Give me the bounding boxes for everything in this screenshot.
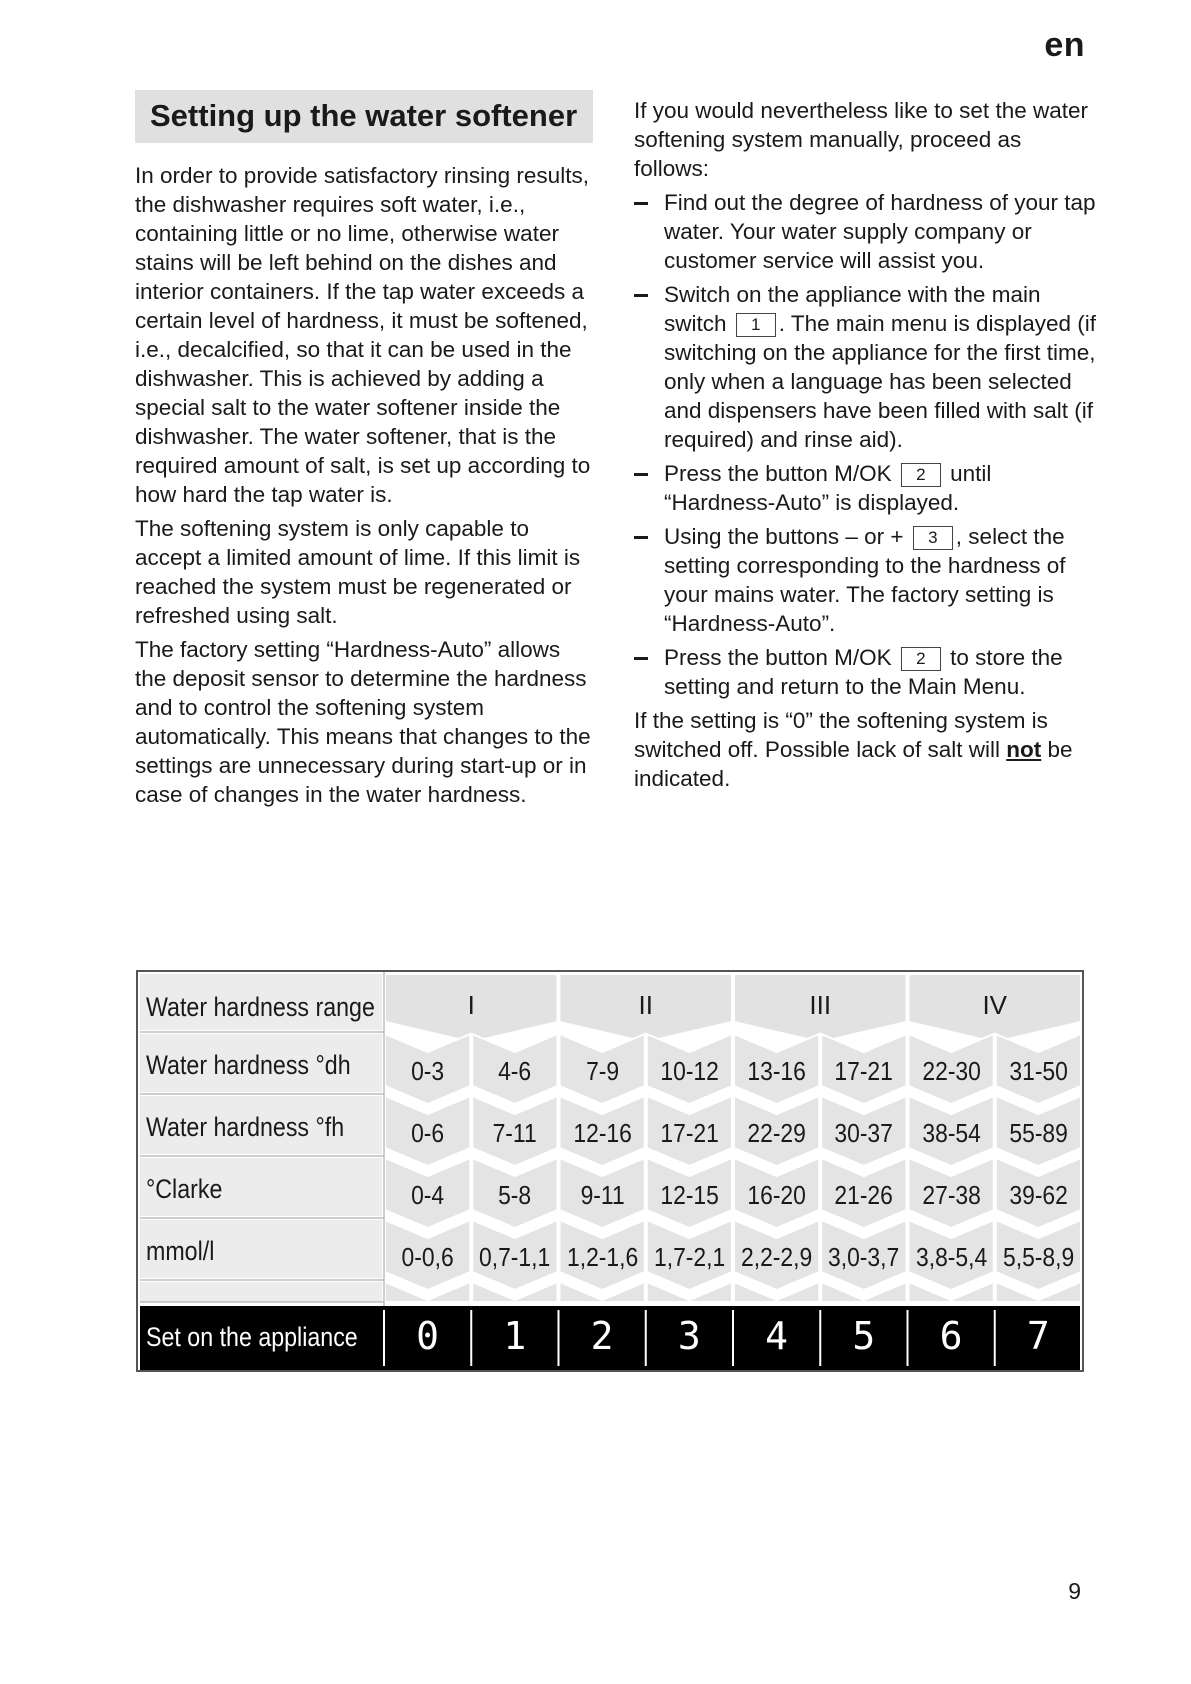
setup-steps [634,188,1096,701]
cell-clarke: 16-20 [747,1180,806,1210]
step-5 [634,643,1096,701]
softening-capacity-paragraph: The softening system is only capable to accept a limited amount of lime. If this limit is reached the system must be regenerated or refreshed using salt. [135,516,581,628]
setting-value: 1 [503,1314,527,1358]
cell-dh: 31-50 [1009,1056,1068,1086]
setting-value: 0 [416,1314,440,1358]
language-code: en [1044,26,1085,64]
group-label: III [809,990,832,1020]
setting-value: 2 [590,1314,614,1358]
cell-clarke: 21-26 [834,1180,894,1210]
group-label: IV [982,990,1008,1020]
row-label-mmol: mmol/l [146,1236,215,1266]
row-label-fh: Water hardness °fh [146,1112,345,1142]
cell-dh: 17-21 [834,1056,894,1086]
step-4-text-b: , select the setting corresponding to the hardness of your mains water. The factory setting is “Hardness-Auto”. [664,524,1066,636]
note-text-a: If the setting is “0” the softening system is switched off. Possible lack of salt will [634,708,1048,762]
step-3 [634,459,1096,517]
factory-setting-paragraph: The factory setting “Hardness-Auto” allows the deposit sensor to determine the hardness and to control the softening system automatically. This means that changes to the settings are unnecessary during start-up or in case of changes in the water hardness. [135,637,591,807]
intro-paragraph: In order to provide satisfactory rinsing results, the dishwasher requires soft water, i.e., containing little or no lime, otherwise water stains will be left behind on the dishes and interior containers. If the tap water exceeds a certain level of hardness, it must be softened, i.e., decalcified, so that it can be used in the dishwasher. This is achieved by adding a special salt to the water softener inside the dishwasher. The water softener, that is the required amount of salt, is set up according to how hard the tap water is. [135,163,591,507]
note-text-b: be indicated. [634,737,1073,791]
cell-mmol: 3,0-3,7 [828,1242,900,1272]
cell-dh: 10-12 [660,1056,719,1086]
cell-mmol: 0,7-1,1 [479,1242,551,1272]
cell-dh: 0-3 [411,1056,445,1086]
dash-bullet [634,657,648,660]
setting-value: 5 [852,1314,876,1358]
dash-bullet [634,536,648,539]
step-3-text-a: Press the button M/OK [664,461,892,486]
water-hardness-table [136,970,1084,1372]
cell-clarke: 39-62 [1009,1180,1068,1210]
mok-key-ref-2: 2 [901,647,941,671]
cell-fh: 7-11 [492,1118,537,1148]
setting-value: 3 [677,1314,701,1358]
step-2-text-b: . The main menu is displayed (if switching on the appliance for the first time, only when a language has been selected and dispensers have been filled with salt (if required) and rinse aid). [664,311,1097,452]
dash-bullet [634,202,648,205]
cell-fh: 55-89 [1009,1118,1068,1148]
section-title: Setting up the water softener [150,98,578,133]
right-column [634,96,1096,798]
note-emphasis: not [1006,737,1042,762]
cell-mmol: 1,2-1,6 [566,1242,638,1272]
setting-value: 7 [1026,1314,1050,1358]
cell-mmol: 5,5-8,9 [1002,1242,1074,1272]
step-5-text-b: to store the setting and return to the Main Menu. [664,645,1063,699]
setting-value: 6 [939,1314,963,1358]
manual-setup-intro: If you would nevertheless like to set the water softening system manually, proceed as follows: [634,98,1088,181]
cell-fh: 22-29 [747,1118,806,1148]
main-switch-key-ref: 1 [736,313,776,337]
row-label-clarke: °Clarke [146,1174,223,1204]
left-column [135,90,593,814]
cell-clarke: 5-8 [498,1180,532,1210]
step-2 [634,280,1096,454]
cell-dh: 4-6 [498,1056,532,1086]
cell-fh: 17-21 [660,1118,719,1148]
plus-minus-key-ref: 3 [913,526,953,550]
step-4-text-a: Using the buttons – or + [664,524,904,549]
row-label-set: Set on the appliance [146,1322,358,1352]
mok-key-ref: 2 [901,463,941,487]
row-label-dh: Water hardness °dh [146,1050,351,1080]
cell-dh: 22-30 [921,1056,981,1086]
group-label: I [467,990,475,1020]
label-band [140,1282,382,1302]
section-heading-box [135,90,593,143]
cell-fh: 0-6 [411,1118,445,1148]
cell-mmol: 3,8-5,4 [915,1242,987,1272]
cell-clarke: 9-11 [580,1180,625,1210]
cell-mmol: 1,7-2,1 [653,1242,725,1272]
cell-mmol: 2,2-2,9 [740,1242,813,1272]
dash-bullet [634,473,648,476]
step-1 [634,188,1096,275]
cell-clarke: 12-15 [660,1180,719,1210]
cell-fh: 38-54 [921,1118,981,1148]
softening-off-note [634,706,1096,793]
cell-mmol: 0-0,6 [401,1242,454,1272]
cell-clarke: 27-38 [921,1180,981,1210]
cell-fh: 12-16 [572,1118,632,1148]
cell-clarke: 0-4 [411,1180,445,1210]
cell-fh: 30-37 [834,1118,894,1148]
cell-dh: 13-16 [747,1056,806,1086]
group-label: II [638,990,653,1020]
dash-bullet [634,294,648,297]
cell-dh: 7-9 [585,1056,619,1086]
table-graphic [138,972,1082,1370]
step-3-text-b: until “Hardness-Auto” is displayed. [664,461,992,515]
setting-value: 4 [765,1314,789,1358]
page-number: 9 [1068,1578,1081,1604]
row-label-range: Water hardness range [146,992,375,1022]
step-5-text-a: Press the button M/OK [664,645,892,670]
step-2-text-a: Switch on the appliance with the main switch [664,282,1041,336]
step-1-text: Find out the degree of hardness of your tap water. Your water supply company or customer service will assist you. [664,190,1096,273]
step-4 [634,522,1096,638]
